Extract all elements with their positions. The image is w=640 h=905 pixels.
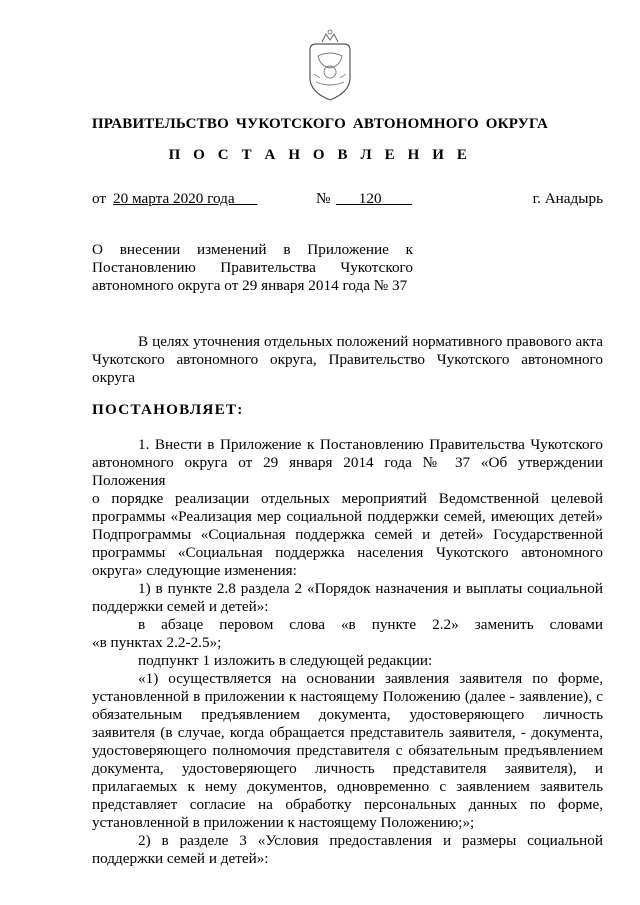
body-line: программы «Реализация мер социальной поддержки семей, имеющих детей» — [92, 508, 603, 525]
body-line: 1) в пункте 2.8 раздела 2 «Порядок назначения и выплаты социальной — [138, 580, 603, 597]
body-line: округа» следующие изменения: — [92, 562, 297, 579]
body-line: обязательным предъявлением документа, удостоверяющего личность — [92, 706, 603, 723]
coat-of-arms-emblem — [300, 22, 360, 106]
body-line: установленной в приложении к настоящему Положению;»; — [92, 814, 475, 831]
city: г. Анадырь — [532, 190, 603, 207]
document-type: П О С Т А Н О В Л Е Н И Е — [168, 147, 472, 163]
preamble — [92, 333, 603, 387]
body-line: удостоверяющего полномочия представителя с обязательным предъявлением — [92, 742, 603, 759]
body-line: заявителя (в случае, когда обращается представитель заявителя, - документа, — [92, 724, 603, 741]
preamble-line: округа — [92, 369, 135, 386]
body-line: программы «Социальная поддержка населения Чукотского автономного — [92, 544, 603, 561]
body-line: Подпрограммы «Социальная поддержка семей и детей» Государственной — [92, 526, 603, 543]
document-body — [92, 436, 603, 868]
preamble-line: Чукотского автономного округа, Правительство Чукотского автономного — [92, 351, 603, 368]
resolve-heading: ПОСТАНОВЛЯЕТ: — [92, 401, 244, 418]
body-line: подпункт 1 изложить в следующей редакции: — [138, 652, 433, 669]
body-line: поддержки семей и детей»: — [92, 850, 269, 867]
body-line: поддержки семей и детей»: — [92, 598, 269, 615]
body-line: о порядке реализации отдельных мероприятий Ведомственной целевой — [92, 490, 603, 507]
number-prefix: № — [316, 190, 331, 207]
body-line: 2) в разделе 3 «Условия предоставления и размеры социальной — [138, 832, 603, 849]
document-number: 120 — [358, 190, 382, 207]
date-prefix: от — [92, 190, 107, 207]
body-line: 1. Внести в Приложение к Постановлению Правительства Чукотского — [138, 436, 603, 453]
body-line: прилагаемых к нему документов, одновременно с заявлением заявитель — [92, 778, 603, 795]
government-title: ПРАВИТЕЛЬСТВО ЧУКОТСКОГО АВТОНОМНОГО ОКРУГА — [91, 116, 549, 132]
body-line: автономного округа от 29 января 2014 года № 37 «Об утверждении Положения — [92, 454, 603, 489]
subject-line: автономного округа от 29 января 2014 года № 37 — [92, 277, 408, 294]
body-line: «в пунктах 2.2-2.5»; — [92, 634, 222, 651]
body-line: установленной в приложении к настоящему Положению (далее - заявление), с — [92, 688, 603, 705]
subject-line: Постановлению Правительства Чукотского — [92, 259, 413, 276]
document-subject — [92, 241, 413, 295]
subject-line: О внесении изменений в Приложение к — [92, 241, 413, 258]
body-line: в абзаце перовом слова «в пункте 2.2» заменить словами — [138, 616, 603, 633]
body-line: представляет согласие на обработку персональных данных по форме, — [92, 796, 603, 813]
document-date: 20 марта 2020 года — [113, 190, 235, 207]
body-line: документа, удостоверяющего личность представителя заявителя), и — [92, 760, 603, 777]
body-line: «1) осуществляется на основании заявления заявителя по форме, — [138, 670, 603, 687]
preamble-line: В целях уточнения отдельных положений нормативного правового акта — [138, 333, 603, 350]
